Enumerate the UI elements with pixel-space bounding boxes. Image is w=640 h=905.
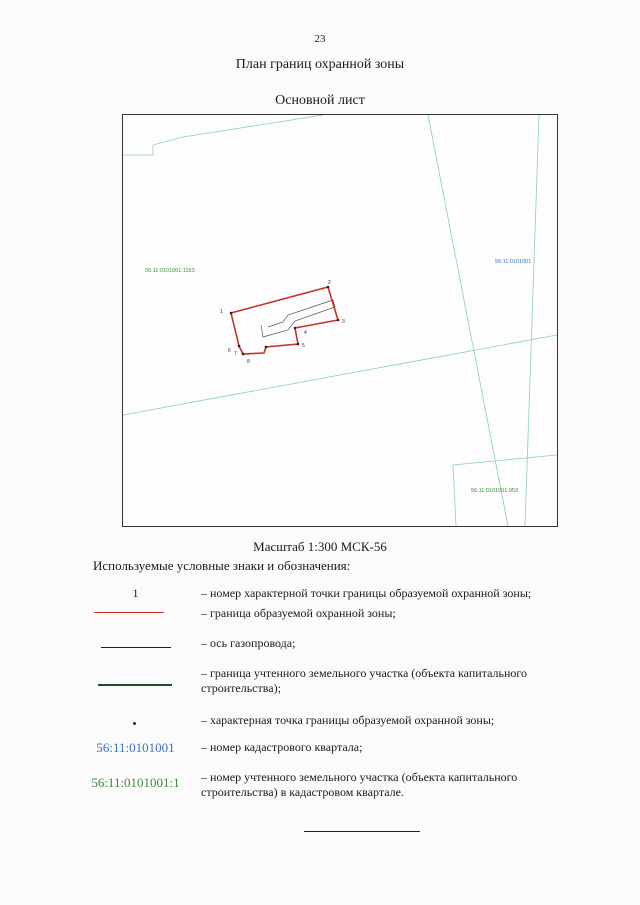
- legend-desc-gas-pipeline: – ось газопровода;: [201, 636, 296, 650]
- gas-pipeline-axis: [261, 300, 335, 337]
- sheet-title: Основной лист: [275, 93, 365, 108]
- legend-desc-parcel-boundary: – граница учтенного земельного участка (объекта капитального строительства);: [201, 666, 528, 695]
- legend-symbol-dark-green-line: [98, 684, 172, 686]
- document-title: План границ охранной зоны: [235, 57, 405, 72]
- legend-desc-point-number: – номер характерной точки границы образуемой охранной зоны;: [201, 586, 532, 600]
- point-label-1: 1: [220, 309, 223, 315]
- point-marker-8: [265, 346, 268, 349]
- cadastral-quarter-label: 56:11:0101001: [495, 259, 532, 265]
- point-label-5: 5: [302, 343, 305, 349]
- point-label-2: 2: [328, 280, 331, 286]
- point-marker-6: [238, 345, 241, 348]
- map-drawing: [123, 115, 557, 526]
- parcel-boundary-long-diagonal: [123, 335, 557, 415]
- legend-heading: Используемые условные знаки и обозначения:: [93, 558, 351, 573]
- parcel-boundary-right: [525, 115, 539, 526]
- point-marker-2: [327, 286, 330, 289]
- legend-symbol-point-number: 1: [132, 586, 139, 600]
- point-label-7: 7: [234, 351, 237, 357]
- point-marker-7: [242, 353, 245, 356]
- boundary-plan-map: [122, 114, 558, 527]
- legend-desc-zone-boundary: – граница образуемой охранной зоны;: [201, 606, 396, 620]
- legend-desc-cadastral-quarter: – номер кадастрового квартала;: [201, 740, 363, 754]
- signature-line: [304, 831, 420, 832]
- legend-symbol-quarter-number: 56:11:0101001: [96, 740, 175, 755]
- point-label-4: 4: [304, 330, 307, 336]
- legend-desc-characteristic-point: – характерная точка границы образуемой охранной зоны;: [201, 713, 495, 727]
- point-marker-5: [297, 343, 300, 346]
- point-label-6: 6: [228, 348, 231, 354]
- page-number: 23: [314, 33, 326, 45]
- parcel-label-953: 56:11:0101001:953: [471, 488, 518, 494]
- point-marker-4: [294, 327, 297, 330]
- scale-caption: Масштаб 1:300 МСК-56: [253, 539, 387, 554]
- point-label-8: 8: [247, 359, 250, 365]
- legend-desc-registered-parcel: – номер учтенного земельного участка (объекта капитального строительства) в кадастровом квартале.: [201, 770, 518, 799]
- parcel-boundaries: [123, 115, 557, 526]
- parcel-boundary-top-left: [123, 115, 323, 155]
- parcel-label-1153: 56:11:0101001:1153: [145, 268, 195, 274]
- legend-symbol-red-line: [94, 612, 164, 613]
- point-marker-1: [230, 312, 233, 315]
- legend-symbol-parcel-number: 56:11:0101001:1: [91, 775, 180, 790]
- legend-symbol-black-line: [101, 647, 171, 648]
- parcel-boundary-diagonal-right: [428, 115, 508, 526]
- point-marker-3: [337, 319, 340, 322]
- legend-symbol-dot: [133, 722, 136, 725]
- point-label-3: 3: [342, 319, 345, 325]
